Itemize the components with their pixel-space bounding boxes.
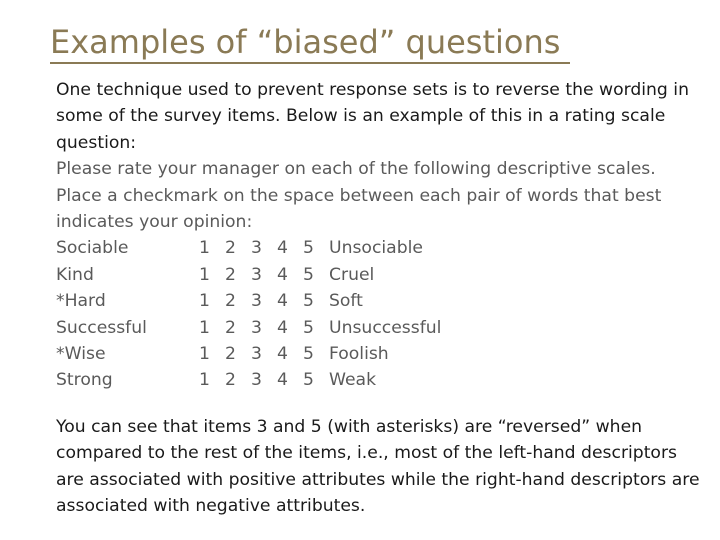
scale-value: 2 bbox=[225, 344, 236, 364]
scale-value: 5 bbox=[303, 238, 314, 259]
scale-value: 5 bbox=[303, 291, 314, 312]
scale-value: 5 bbox=[303, 264, 314, 285]
scale-value: 3 bbox=[251, 264, 262, 285]
scale-row bbox=[56, 367, 706, 393]
scale-value: 4 bbox=[277, 317, 288, 338]
scale-value: 1 bbox=[199, 370, 210, 391]
scale-value: 4 bbox=[277, 370, 288, 391]
scale-value: 1 bbox=[199, 238, 210, 259]
right-descriptor: Unsuccessful bbox=[329, 317, 442, 338]
scale-value: 1 bbox=[199, 317, 210, 338]
scale-value: 3 bbox=[251, 238, 262, 259]
right-descriptor: Cruel bbox=[329, 264, 375, 285]
scale-value: 2 bbox=[225, 317, 236, 338]
right-descriptor: Unsociable bbox=[329, 238, 423, 259]
scale-value: 3 bbox=[251, 317, 262, 338]
scale-row bbox=[56, 235, 706, 261]
scale-value: 2 bbox=[225, 370, 236, 391]
left-descriptor: *Hard bbox=[56, 291, 106, 312]
scale-value: 3 bbox=[251, 291, 262, 312]
slide-title: Examples of “biased” questions bbox=[50, 23, 561, 61]
title-underline bbox=[50, 62, 570, 64]
intro-paragraph: One technique used to prevent response sets is to reverse the wording in some of the survey items. Below is an example of this in a rating scale question: bbox=[56, 80, 689, 153]
scale-value: 2 bbox=[225, 291, 236, 312]
conclusion-paragraph: You can see that items 3 and 5 (with asterisks) are “reversed” when compared to the rest of the items, i.e., most of the left-hand descriptors are associated with positive attributes while the right-hand descriptors are associated with negative attributes. bbox=[56, 416, 700, 516]
instructions-paragraph: Please rate your manager on each of the following descriptive scales. Place a checkmark on the space between each pair of words that best indicates your opinion: bbox=[56, 159, 662, 233]
left-descriptor: *Wise bbox=[56, 344, 106, 364]
title-area bbox=[50, 18, 570, 68]
right-descriptor: Weak bbox=[329, 370, 377, 391]
left-descriptor: Kind bbox=[56, 264, 94, 285]
scale-value: 5 bbox=[303, 370, 314, 391]
scale-value: 1 bbox=[199, 291, 210, 312]
scale-row bbox=[56, 315, 706, 341]
left-descriptor: Sociable bbox=[56, 238, 129, 259]
scale-value: 4 bbox=[277, 344, 288, 364]
scale-row bbox=[56, 288, 706, 314]
left-descriptor: Successful bbox=[56, 317, 147, 338]
scale-value: 2 bbox=[225, 264, 236, 285]
slide-body bbox=[56, 77, 706, 519]
scale-value: 4 bbox=[277, 291, 288, 312]
right-descriptor: Foolish bbox=[329, 344, 389, 364]
scale-value: 3 bbox=[251, 370, 262, 391]
right-descriptor: Soft bbox=[329, 291, 363, 312]
rating-scale-table bbox=[56, 235, 706, 393]
scale-value: 3 bbox=[251, 344, 262, 364]
scale-value: 1 bbox=[199, 264, 210, 285]
scale-value: 5 bbox=[303, 317, 314, 338]
scale-value: 1 bbox=[199, 344, 210, 364]
scale-row bbox=[56, 262, 706, 288]
left-descriptor: Strong bbox=[56, 370, 113, 391]
scale-row bbox=[56, 341, 706, 367]
scale-value: 5 bbox=[303, 344, 314, 364]
scale-value: 4 bbox=[277, 238, 288, 259]
scale-value: 4 bbox=[277, 264, 288, 285]
scale-value: 2 bbox=[225, 238, 236, 259]
